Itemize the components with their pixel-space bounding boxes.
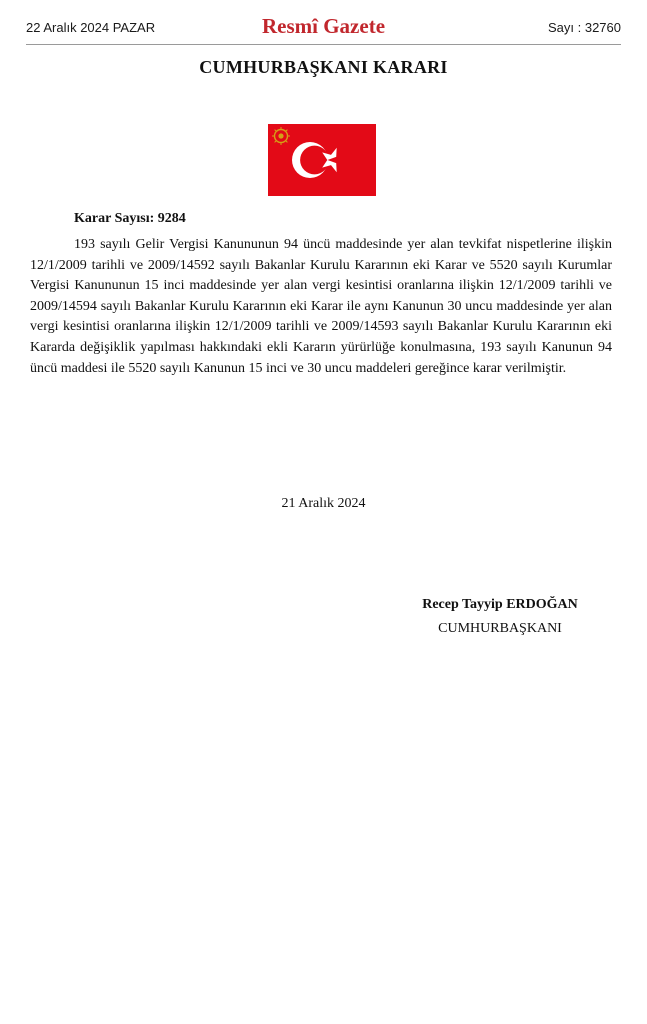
gazette-name: Resmî Gazete	[261, 14, 386, 38]
presidential-seal-icon	[272, 127, 290, 145]
signature-block	[360, 597, 640, 637]
decision-number: Karar Sayısı: 9284	[74, 211, 186, 226]
masthead-divider	[26, 44, 621, 45]
document-title: CUMHURBAŞKANI KARARI	[199, 57, 448, 77]
turkish-flag-icon	[268, 124, 376, 196]
issue-date: 22 Aralık 2024 PAZAR	[26, 20, 156, 35]
signing-date: 21 Aralık 2024	[281, 496, 366, 511]
signatory-title: CUMHURBAŞKANI	[438, 621, 562, 636]
issue-number: Sayı : 32760	[548, 20, 621, 35]
decision-body: 193 sayılı Gelir Vergisi Kanununun 94 üncü maddesinde yer alan tevkifat nispetlerine ilişkin 12/1/2009 tarihli ve 2009/14592 sayılı Bakanlar Kurulu Kararının eki Karar ve 5520 sayılı Kurumlar Vergisi Kanununun 15 inci maddesinde yer alan vergi kesintisi oranlarına ilişkin 12/1/2009 tarihli ve 2009/14594 sayılı Bakanlar Kurulu Kararının eki Karar ile aynı Kanunun 30 uncu maddesinde yer alan vergi kesintisi oranlarına ilişkin 12/1/2009 tarihli ve 2009/14593 sayılı Bakanlar Kurulu Kararının eki Kararda değişiklik yapılması hakkındaki ekli Kararın yürürlüğe konulmasına, 193 sayılı Kanunun 94 üncü maddesi ile 5520 sayılı Kanunun 15 inci ve 30 uncu maddeleri gereğince karar verilmiştir.	[30, 237, 612, 376]
masthead	[26, 14, 621, 44]
signatory-name: Recep Tayyip ERDOĞAN	[422, 597, 578, 612]
